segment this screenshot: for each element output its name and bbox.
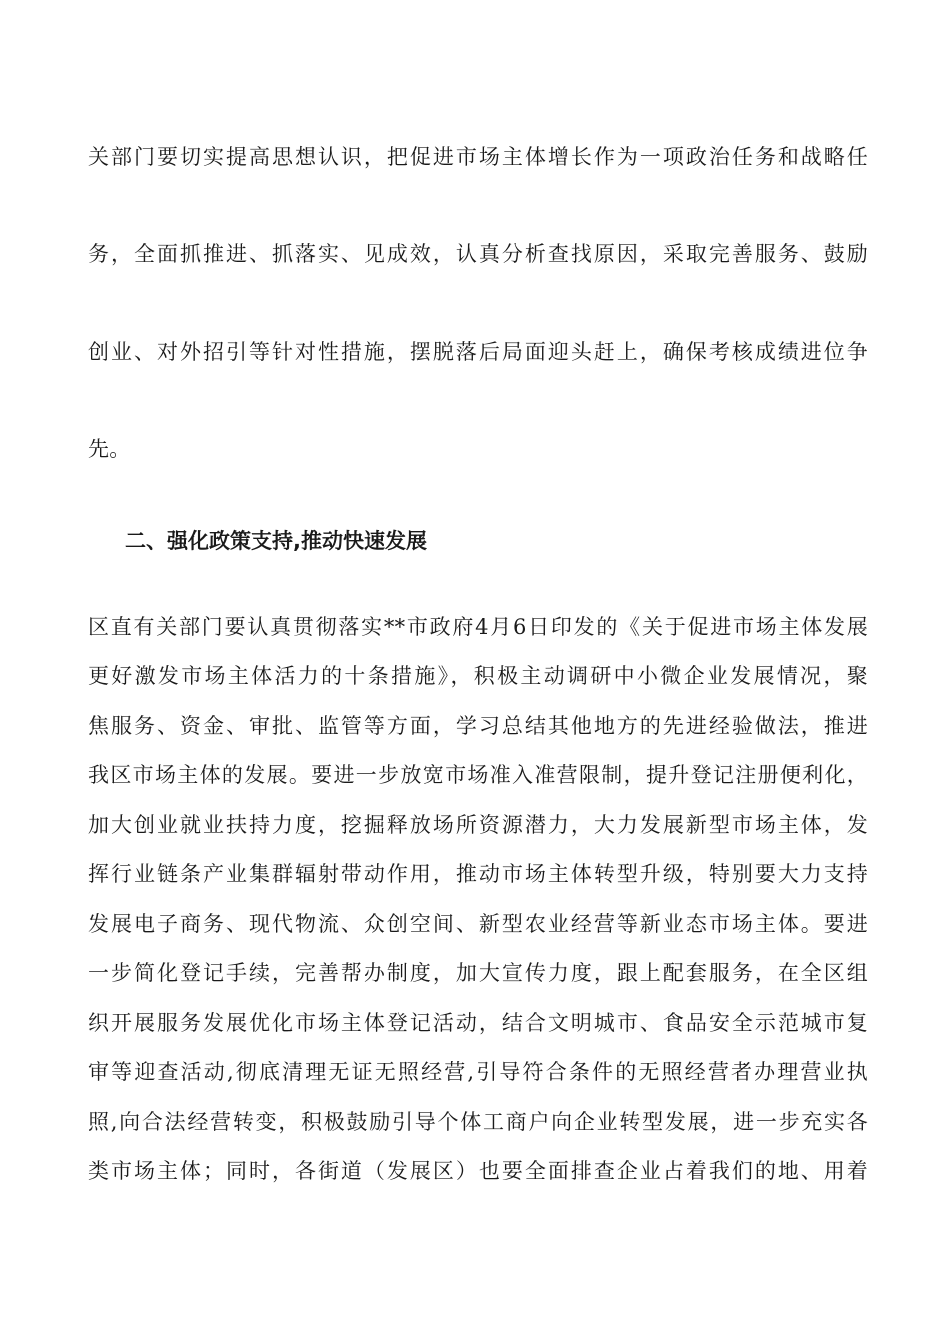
paragraph-line: 我区市场主体的发展。要进一步放宽市场准入准营限制，提升登记注册便利化，	[88, 763, 868, 787]
paragraph-line: 发展电子商务、现代物流、众创空间、新型农业经营等新业态市场主体。要进	[88, 912, 868, 936]
paragraph-line: 更好激发市场主体活力的十条措施》，积极主动调研中小微企业发展情况，聚	[88, 664, 868, 688]
paragraph-line: 类市场主体；同时，各街道（发展区）也要全面排查企业占着我们的地、用着	[88, 1159, 868, 1183]
paragraph-line: 务，全面抓推进、抓落实、见成效，认真分析查找原因，采取完善服务、鼓励	[88, 242, 868, 266]
paragraph-line: 加大创业就业扶持力度，挖掘释放场所资源潜力，大力发展新型市场主体，发	[88, 813, 868, 837]
paragraph-line: 审等迎查活动,彻底清理无证无照经营,引导符合条件的无照经营者办理营业执	[88, 1060, 868, 1084]
section-heading: 二、强化政策支持,推动快速发展	[125, 529, 427, 553]
paragraph-line: 织开展服务发展优化市场主体登记活动，结合文明城市、食品安全示范城市复	[88, 1011, 868, 1035]
paragraph-line: 照,向合法经营转变，积极鼓励引导个体工商户向企业转型发展，进一步充实各	[88, 1110, 868, 1134]
paragraph-line: 创业、对外招引等针对性措施，摆脱落后局面迎头赶上，确保考核成绩进位争	[88, 340, 868, 364]
paragraph-line: 关部门要切实提高思想认识，把促进市场主体增长作为一项政治任务和战略任	[88, 145, 868, 169]
paragraph-line: 先。	[88, 437, 131, 461]
paragraph-line: 焦服务、资金、审批、监管等方面，学习总结其他地方的先进经验做法，推进	[88, 714, 868, 738]
paragraph-line: 区直有关部门要认真贯彻落实**市政府4月6日印发的《关于促进市场主体发展	[88, 615, 868, 639]
paragraph-line: 挥行业链条产业集群辐射带动作用，推动市场主体转型升级，特别要大力支持	[88, 862, 868, 886]
paragraph-line: 一步简化登记手续，完善帮办制度，加大宣传力度，跟上配套服务，在全区组	[88, 961, 868, 985]
